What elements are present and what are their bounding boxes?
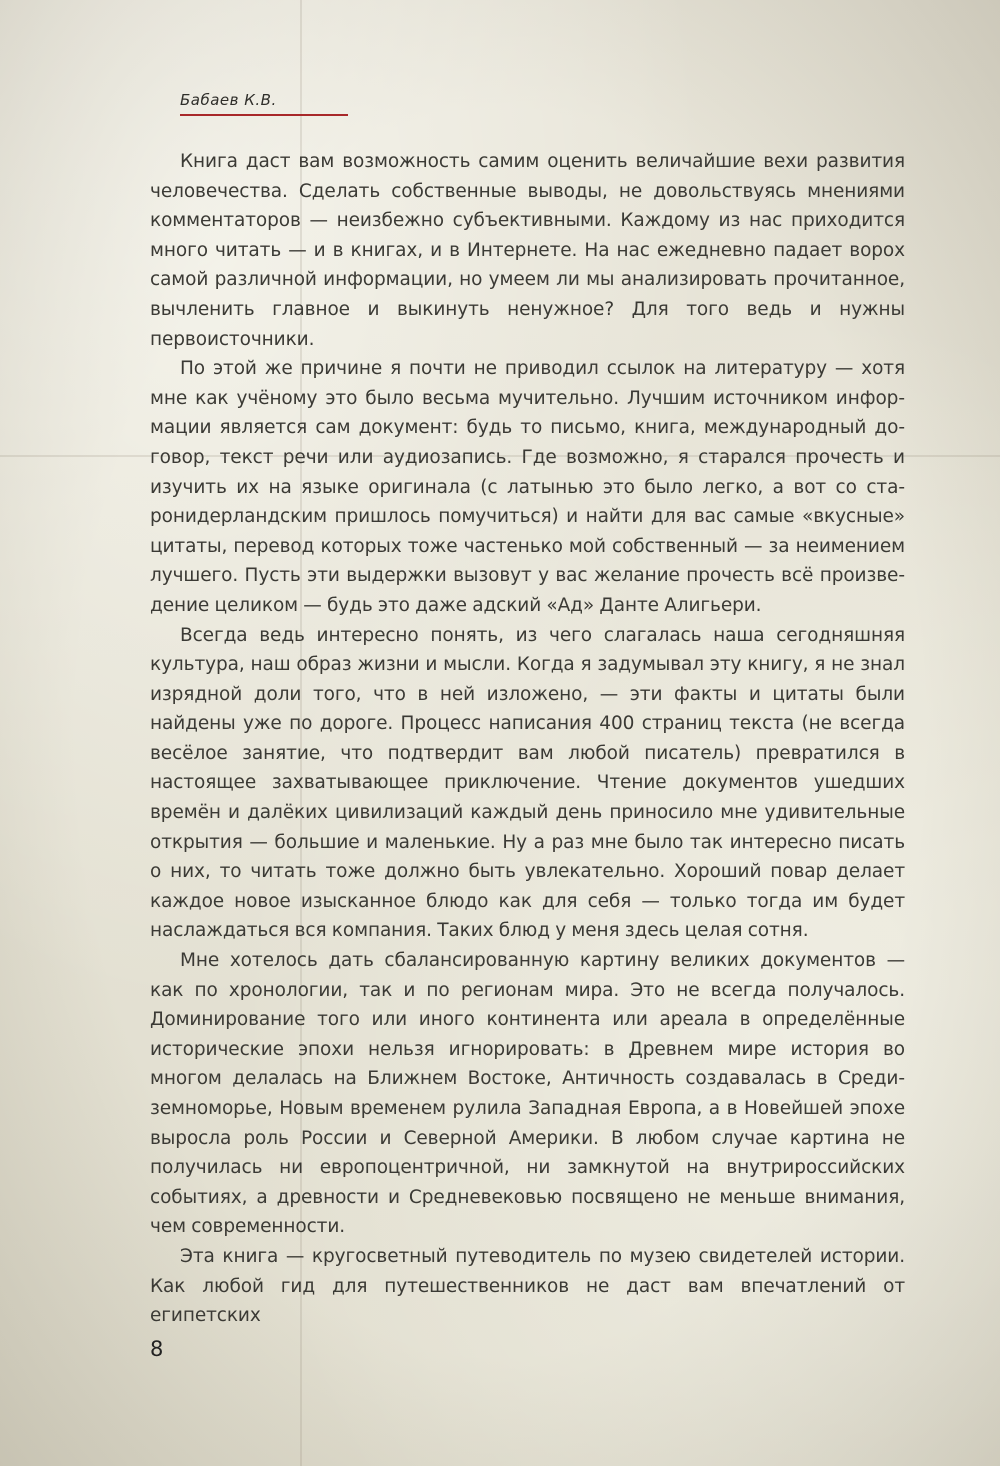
paragraph-1: Книга даст вам возможность самим оценить величайшие вехи развития человечества. Сделать собственные выводы, не довольствуясь мнениями комментаторов — неизбежно субъективными. Каждому из нас приходится много читать — и в книгах, и в Интернете. На нас ежедневно падает ворох самой различной информации, но умеем ли мы анализировать прочитанное, вычленить главное и выкинуть ненужное? Для того ведь и нужны первоисточники. <box>150 151 905 350</box>
author-name: Бабаев К.В. <box>180 91 277 109</box>
body-text <box>150 147 905 1331</box>
running-header <box>180 88 348 116</box>
paragraph-2: По этой же причине я почти не приводил ссылок на литературу — хотя мне как учёному это было весьма мучительно. Лучшим источником информации является сам документ: будь то письмо, книга, международный договор, текст речи или аудиозапись. Где возможно, я старался прочесть и изучить их на языке оригинала (с латынью это было легко, а вот со старонидерландским пришлось помучиться) и найти для вас самые «вкусные» цитаты, перевод которых тоже частенько мой собственный — за неимением лучшего. Пусть эти выдержки вызовут у вас желание прочесть всё произведение целиком — будь это даже адский «Ад» Данте Алигьери. <box>150 358 905 616</box>
paragraph-3: Всегда ведь интересно понять, из чего слагалась наша сегодняшняя культура, наш образ жизни и мысли. Когда я задумывал эту книгу, я не знал изрядной доли того, что в ней изложено, — эти факты и цитаты были найдены уже по дороге. Процесс написания 400 страниц текста (не всегда весёлое занятие, что подтвердит вам любой писатель) превратился в настоящее захватывающее приключение. Чтение документов ушедших времён и далёких цивилизаций каждый день приносило мне удивительные открытия — большие и маленькие. Ну а раз мне было так интересно писать о них, то читать тоже должно быть увлекательно. Хороший повар делает каждое новое изысканное блюдо как для себя — только тогда им будет наслаждаться вся компания. Таких блюд у меня здесь целая сотня. <box>150 624 905 942</box>
paragraph-5: Эта книга — кругосветный путеводитель по музею свидетелей истории. Как любой гид для путешественников не даст вам впечатлений от египетских <box>150 1245 905 1327</box>
header-rule <box>180 114 348 116</box>
page-number: 8 <box>150 1337 164 1361</box>
paragraph-4: Мне хотелось дать сбалансированную картину великих документов — как по хронологии, так и по регионам мира. Это не всегда получалось. Доминирование того или иного континента или ареала в определённые исторические эпохи нельзя игнорировать: в Древнем мире история во многом делалась на Ближнем Востоке, Античность создавалась в Средиземноморье, Новым временем рулила Западная Европа, а в Новейшей эпохе выросла роль России и Северной Америки. В любом случае картина не получилась ни европоцентричной, ни замкнутой на внутрироссийских событиях, а древности и Средневековью посвящено не меньше внимания, чем современности. <box>150 950 905 1238</box>
